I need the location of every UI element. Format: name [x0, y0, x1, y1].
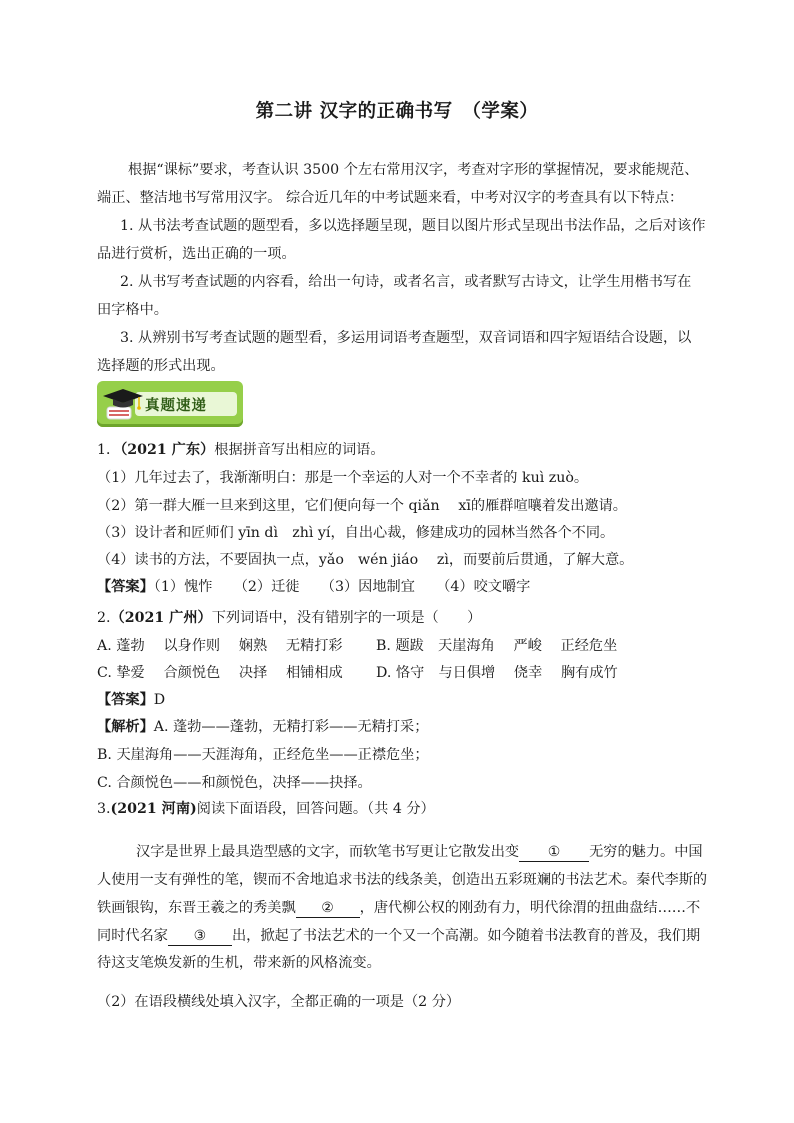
intro-paragraph-1-line-2: 端正、整洁地书写常用汉字。 综合近几年的中考试题来看，中考对汉字的考查具有以下特点：	[97, 190, 684, 206]
question-1-number: 1．	[97, 442, 121, 458]
section-banner	[97, 381, 243, 427]
answer-label: 【答案】	[97, 579, 154, 595]
page-title: 第二讲 汉字的正确书写 （学案）	[255, 101, 539, 122]
banner-label: 真题速递	[145, 398, 207, 414]
intro-point-2-line-2: 田字格中。	[97, 302, 168, 318]
passage-text: ，唐代柳公权的刚劲有力，明代徐渭的扭曲盘结……不	[359, 900, 701, 916]
passage-line-1	[136, 842, 703, 862]
passage-text: 铁画银钩，东晋王羲之的秀美飘	[97, 900, 296, 916]
intro-point-3-line-2: 选择题的形式出现。	[97, 358, 225, 374]
option-d: D. 恪守 与日俱增 侥幸 胸有成竹	[376, 665, 618, 681]
passage-text: 同时代名家	[97, 928, 168, 944]
question-1-source: （2021 广东）	[120, 442, 215, 458]
intro-paragraph-1-line-1: 根据“课标”要求，考查认识 3500 个左右常用汉字，考查对字形的掌握情况，要求能规范、	[128, 162, 699, 178]
passage-line-4	[97, 926, 700, 946]
intro-point-2-line-1: 2. 从书写考查试题的内容看，给出一句诗，或者名言，或者默写古诗文，让学生用楷书写在	[120, 274, 692, 290]
answer-label: 【答案】	[97, 692, 154, 708]
question-2-analysis-1	[97, 717, 428, 737]
question-3-heading	[97, 799, 435, 819]
question-1-item-4: （4）读书的方法，不要固执一点，yǎo wén jiáo zì，而要前后贯通，了解大意。	[97, 552, 634, 568]
question-2-source: （2021 广州）	[110, 610, 212, 626]
question-1-item-3: （3）设计者和匠师们 yīn dì zhì yí，自出心裁，修建成功的园林当然各个不同。	[97, 525, 615, 541]
passage-line-3	[97, 898, 700, 918]
answer-text: D	[153, 692, 166, 708]
question-2-stem: 下列词语中，没有错别字的一项是（ ）	[211, 610, 482, 626]
passage-line-5: 待这支笔焕发新的生机，带来新的风格流变。	[97, 955, 381, 971]
question-3-stem: 阅读下面语段，回答问题。（共 4 分）	[196, 801, 435, 817]
passage-text: 出，掀起了书法艺术的一个又一个高潮。如今随着书法教育的普及，我们期	[231, 928, 701, 944]
blank-3: ③	[168, 928, 232, 946]
question-2-number: 2.	[97, 610, 111, 626]
option-c: C. 挚爱 合颜悦色 决择 相铺相成	[97, 665, 343, 681]
passage-line-2: 人使用一支有弹性的笔，锲而不舍地追求书法的线条美，创造出五彩斑斓的书法艺术。秦代李斯的	[97, 872, 708, 888]
question-1-stem: 根据拼音写出相应的词语。	[214, 442, 385, 458]
question-1-heading	[97, 440, 385, 460]
question-1-item-1: （1）几年过去了，我渐渐明白：那是一个幸运的人对一个不幸者的 kuì zuò。	[97, 470, 589, 486]
question-3-subquestion-2: （2）在语段横线处填入汉字，全都正确的一项是（2 分）	[97, 994, 461, 1010]
passage-text: 无穷的魅力。中国	[589, 844, 703, 860]
question-2-analysis-3: C. 合颜悦色——和颜悦色，决择——抉择。	[97, 775, 372, 791]
option-a: A. 蓬勃 以身作则 娴熟 无精打彩	[97, 638, 343, 654]
question-2-answer	[97, 690, 165, 710]
analysis-text: A. 蓬勃——蓬勃，无精打彩——无精打采；	[153, 719, 429, 735]
question-3-source: (2021 河南)	[110, 801, 197, 817]
graduation-cap-icon	[101, 383, 145, 425]
intro-point-1-line-1: 1. 从书法考查试题的题型看，多以选择题呈现，题目以图片形式呈现出书法作品，之后对该作	[120, 218, 706, 234]
option-b: B. 题跋 天崖海角 严峻 正经危坐	[376, 638, 618, 654]
analysis-label: 【解析】	[97, 719, 154, 735]
question-1-answer	[97, 577, 530, 597]
intro-point-3-line-1: 3. 从辨别书写考查试题的题型看，多运用词语考查题型，双音词语和四字短语结合设题，以	[120, 330, 692, 346]
passage-text: 汉字是世界上最具造型感的文字，而软笔书写更让它散发出变	[136, 844, 520, 860]
question-1-item-2: （2）第一群大雁一旦来到这里，它们便向每一个 qiǎn xī的雁群喧嚷着发出邀请。	[97, 498, 627, 514]
question-2-heading	[97, 608, 481, 628]
blank-2: ②	[296, 900, 360, 918]
answer-text: （1）愧怍 （2）迁徙 （3）因地制宜 （4）咬文嚼字	[153, 579, 531, 595]
question-2-analysis-2: B. 天崖海角——天涯海角，正经危坐——正襟危坐；	[97, 747, 429, 763]
question-3-number: 3.	[97, 801, 111, 817]
blank-1: ①	[519, 844, 589, 862]
intro-point-1-line-2: 品进行赏析，选出正确的一项。	[97, 246, 296, 262]
